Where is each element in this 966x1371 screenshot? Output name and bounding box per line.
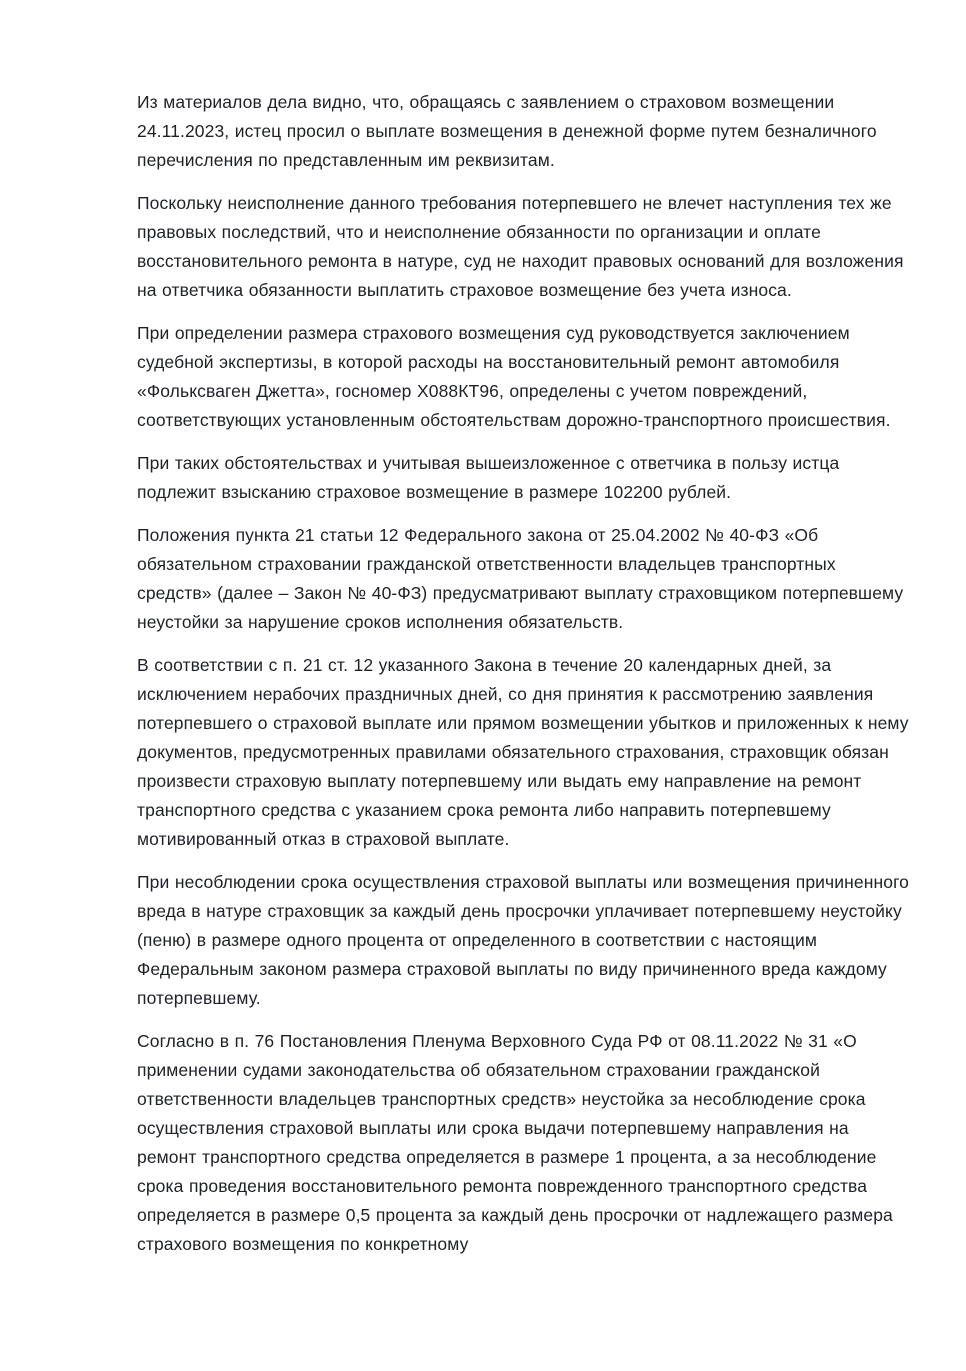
paragraph-20-day-deadline: В соответствии с п. 21 ст. 12 указанного Закона в течение 20 календарных дней, за исключением нерабочих праздничных дней, со дня принятия к рассмотрению заявления потерпевшего о страховой выплате или прямом возмещении убытков и приложенных к нему документов, предусмотренных правилами обязательного страхования, страховщик обязан произвести страховую выплату потерпевшему или выдать ему направление на ремонт транспортного средства с указанием срока ремонта либо направить потерпевшему мотивированный отказ в страховой выплате. bbox=[137, 655, 909, 849]
paragraph-law-40-fz: Положения пункта 21 статьи 12 Федерального закона от 25.04.2002 № 40-ФЗ «Об обязательном страховании гражданской ответственности владельцев транспортных средств» (далее – Закон № 40-ФЗ) предусматривают выплату страховщиком потерпевшему неустойки за нарушение сроков исполнения обязательств. bbox=[137, 525, 904, 632]
paragraph-plenum-resolution-76: Согласно в п. 76 Постановления Пленума Верховного Суда РФ от 08.11.2022 № 31 «О применении судами законодательства об обязательном страховании гражданской ответственности владельцев транспортных средств» неустойка за несоблюдение срока осуществления страховой выплаты или срока выдачи потерпевшему направления на ремонт транспортного средства определяется в размере 1 процента, а за несоблюдение срока проведения восстановительного ремонта поврежденного транспортного средства определяется в размере 0,5 процента за каждый день просрочки от надлежащего размера страхового возмещения по конкретному bbox=[137, 1031, 893, 1254]
paragraph-expert-assessment: При определении размера страхового возмещения суд руководствуется заключением судебной экспертизы, в которой расходы на восстановительный ремонт автомобиля «Фольксваген Джетта», госномер Х088КТ96, определены с учетом повреждений, соответствующих установленным обстоятельствам дорожно-транспортного происшествия. bbox=[137, 323, 891, 430]
paragraph-penalty-one-percent: При несоблюдении срока осуществления страховой выплаты или возмещения причиненного вреда в натуре страховщик за каждый день просрочки уплачивает потерпевшему неустойку (пеню) в размере одного процента от определенного в соответствии с настоящим Федеральным законом размера страховой выплаты по виду причиненного вреда каждому потерпевшему. bbox=[137, 872, 910, 1008]
paragraph-claim-filing: Из материалов дела видно, что, обращаясь с заявлением о страховом возмещении 24.11.2023, истец просил о выплате возмещения в денежной форме путем безналичного перечисления по представленным им реквизитам. bbox=[137, 92, 877, 170]
paragraph-awarded-amount: При таких обстоятельствах и учитывая вышеизложенное с ответчика в пользу истца подлежит взысканию страховое возмещение в размере 102200 рублей. bbox=[137, 453, 840, 502]
paragraph-no-legal-grounds: Поскольку неисполнение данного требования потерпевшего не влечет наступления тех же правовых последствий, что и неисполнение обязанности по организации и оплате восстановительного ремонта в натуре, суд не находит правовых оснований для возложения на ответчика обязанности выплатить страховое возмещение без учета износа. bbox=[137, 193, 904, 300]
document-text-column bbox=[137, 0, 913, 1259]
